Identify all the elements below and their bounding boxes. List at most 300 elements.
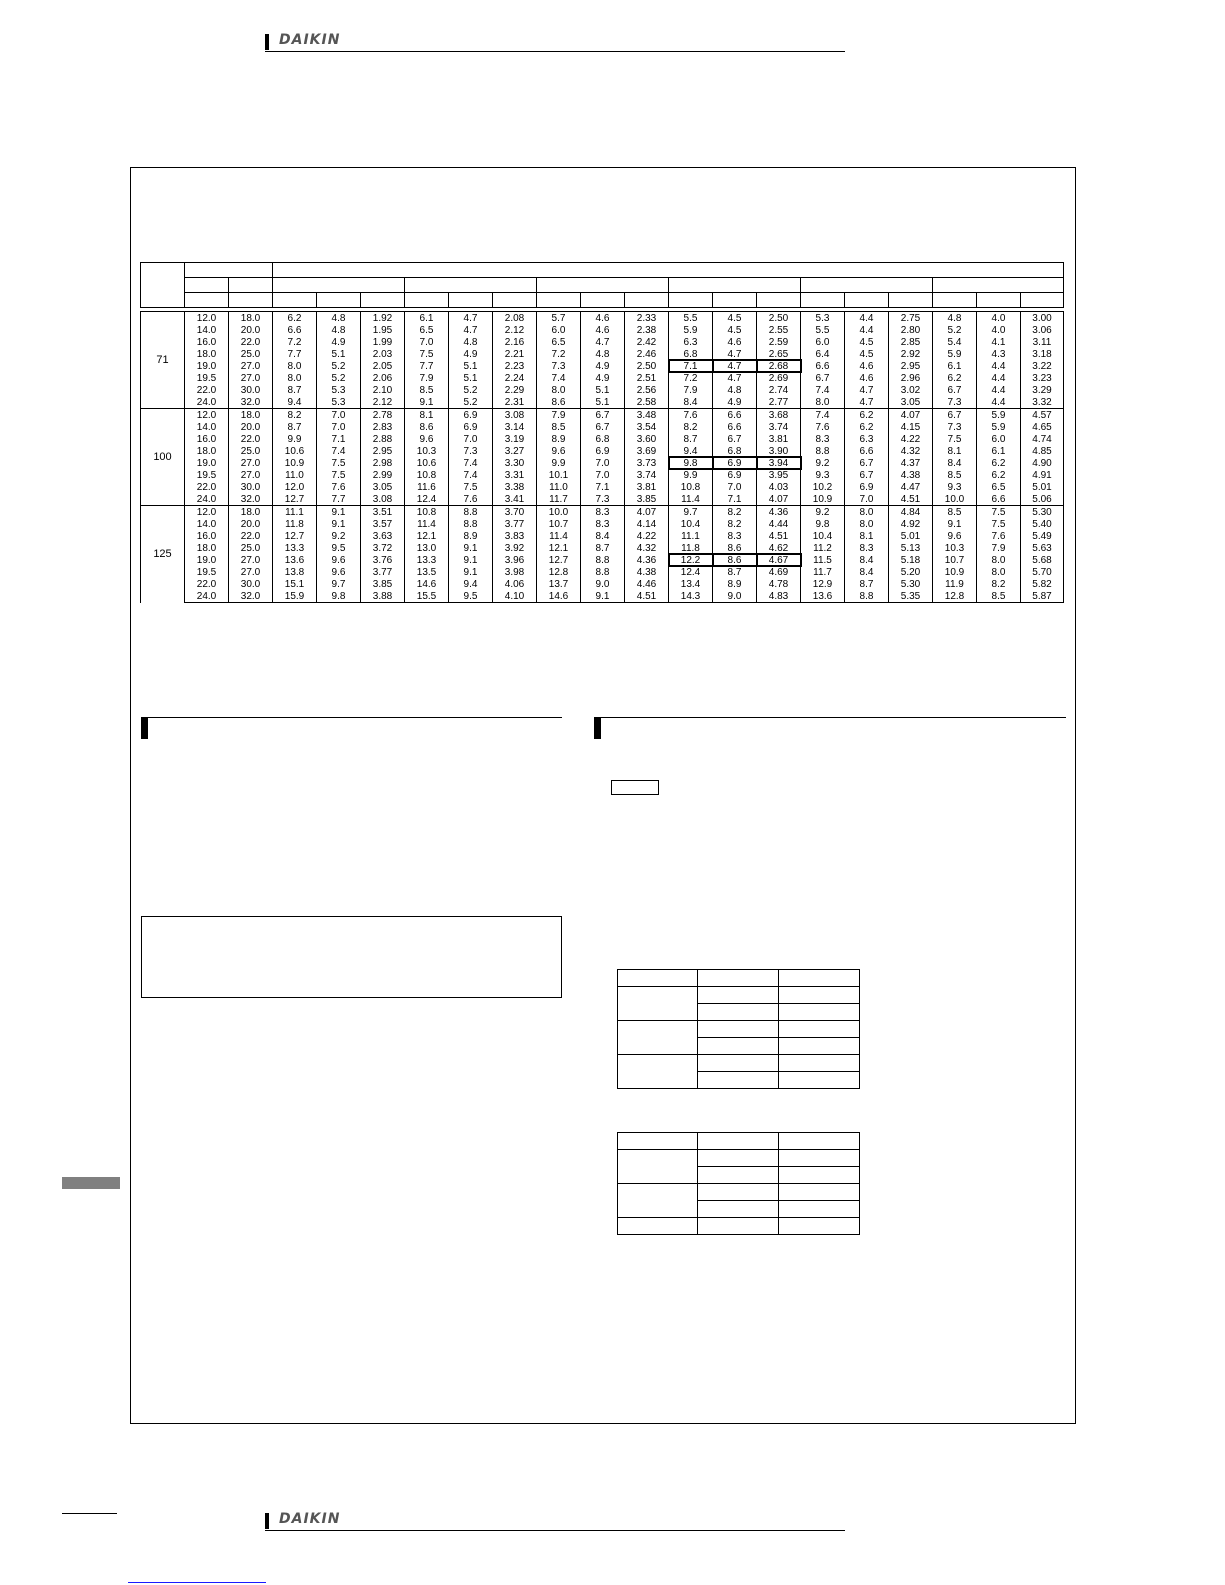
table-cell: 6.2 xyxy=(933,372,977,384)
table-cell xyxy=(618,1184,698,1218)
table-cell: 3.98 xyxy=(493,566,537,578)
table-cell: 5.01 xyxy=(889,530,933,542)
table-cell: 6.5 xyxy=(977,481,1021,493)
table-cell: 13.0 xyxy=(405,542,449,554)
table-cell: 12.0 xyxy=(185,312,229,325)
table-cell: 10.6 xyxy=(405,457,449,469)
table-cell: 2.58 xyxy=(625,396,669,409)
table-cell: 3.54 xyxy=(625,421,669,433)
table-cell xyxy=(779,1201,860,1218)
table-cell: 10.6 xyxy=(273,445,317,457)
table-cell: 8.4 xyxy=(669,396,713,409)
table-cell: 3.90 xyxy=(757,445,801,457)
table-cell: 15.1 xyxy=(273,578,317,590)
table-cell: 4.8 xyxy=(317,312,361,325)
table-cell: 4.3 xyxy=(977,348,1021,360)
table-cell: 8.0 xyxy=(537,384,581,396)
table-cell xyxy=(698,1201,779,1218)
table-row xyxy=(141,566,1064,578)
table-cell: 2.99 xyxy=(361,469,405,481)
table-cell: 3.85 xyxy=(361,578,405,590)
table-cell: 3.48 xyxy=(625,409,669,422)
table-cell: 4.8 xyxy=(933,312,977,325)
table-cell: 2.74 xyxy=(757,384,801,396)
table-cell xyxy=(698,1072,779,1089)
table-cell: 5.5 xyxy=(801,324,845,336)
table-cell: 3.11 xyxy=(1021,336,1064,348)
table-cell: 9.6 xyxy=(317,566,361,578)
table-header-cell xyxy=(537,293,581,308)
table-cell: 12.9 xyxy=(801,578,845,590)
table-cell: 3.38 xyxy=(493,481,537,493)
table-cell: 15.9 xyxy=(273,590,317,603)
table-cell: 8.7 xyxy=(713,566,757,578)
table-cell: 11.4 xyxy=(669,493,713,506)
table-row xyxy=(141,554,1064,566)
capacity-table xyxy=(140,262,1064,603)
table-cell: 20.0 xyxy=(229,421,273,433)
table-cell: 19.0 xyxy=(185,360,229,372)
table-cell: 3.14 xyxy=(493,421,537,433)
table-cell: 2.29 xyxy=(493,384,537,396)
table-cell: 4.8 xyxy=(449,336,493,348)
table-cell: 2.05 xyxy=(361,360,405,372)
table-cell: 10.3 xyxy=(405,445,449,457)
table-cell: 3.85 xyxy=(625,493,669,506)
table-cell: 5.1 xyxy=(317,348,361,360)
table-header-cell xyxy=(845,293,889,308)
table-cell: 4.7 xyxy=(713,360,757,372)
table-cell: 25.0 xyxy=(229,542,273,554)
table-cell: 9.0 xyxy=(581,578,625,590)
table-cell: 3.57 xyxy=(361,518,405,530)
table-cell: 2.75 xyxy=(889,312,933,325)
table-cell: 3.30 xyxy=(493,457,537,469)
table-cell: 4.4 xyxy=(977,384,1021,396)
table-cell: 4.5 xyxy=(713,312,757,325)
table-cell: 2.50 xyxy=(625,360,669,372)
table-cell: 10.9 xyxy=(933,566,977,578)
table-cell: 3.72 xyxy=(361,542,405,554)
table-cell xyxy=(698,1184,779,1201)
table-cell: 4.84 xyxy=(889,506,933,519)
table-cell: 4.4 xyxy=(977,360,1021,372)
table-cell: 13.4 xyxy=(669,578,713,590)
table-cell: 12.8 xyxy=(537,566,581,578)
table-cell: 4.4 xyxy=(977,396,1021,409)
table-cell: 7.1 xyxy=(317,433,361,445)
table-cell: 4.92 xyxy=(889,518,933,530)
table-cell: 7.5 xyxy=(977,506,1021,519)
table-cell: 7.5 xyxy=(933,433,977,445)
table-cell: 13.7 xyxy=(537,578,581,590)
table-cell: 6.8 xyxy=(713,445,757,457)
table-cell: 5.06 xyxy=(1021,493,1064,506)
table-cell: 9.9 xyxy=(537,457,581,469)
table-cell: 2.10 xyxy=(361,384,405,396)
table-cell: 5.7 xyxy=(537,312,581,325)
table-cell: 7.0 xyxy=(317,421,361,433)
table-cell: 3.23 xyxy=(1021,372,1064,384)
table-cell: 7.0 xyxy=(713,481,757,493)
table-row xyxy=(618,1184,860,1201)
table-row xyxy=(141,590,1064,603)
table-cell: 7.5 xyxy=(977,518,1021,530)
table-row xyxy=(141,409,1064,422)
table-cell: 2.33 xyxy=(625,312,669,325)
table-cell: 3.22 xyxy=(1021,360,1064,372)
table-cell: 7.5 xyxy=(317,457,361,469)
table-cell: 19.5 xyxy=(185,566,229,578)
table-cell: 5.35 xyxy=(889,590,933,603)
table-cell: 9.1 xyxy=(405,396,449,409)
table-cell: 12.7 xyxy=(273,530,317,542)
table-header-cell xyxy=(669,293,713,308)
table-cell: 6.7 xyxy=(801,372,845,384)
table-cell: 2.50 xyxy=(757,312,801,325)
table-row xyxy=(618,1133,860,1150)
table-cell: 2.23 xyxy=(493,360,537,372)
table-header-cell xyxy=(273,293,317,308)
table-cell: 4.7 xyxy=(713,348,757,360)
left-section-marker xyxy=(141,717,148,739)
table-cell: 5.13 xyxy=(889,542,933,554)
table-cell: 3.74 xyxy=(757,421,801,433)
left-section-heading xyxy=(141,717,562,739)
table-cell xyxy=(698,1021,779,1038)
table-cell: 16.0 xyxy=(185,336,229,348)
table-cell: 8.9 xyxy=(449,530,493,542)
table-cell: 11.9 xyxy=(933,578,977,590)
table-cell: 9.7 xyxy=(317,578,361,590)
table-cell xyxy=(698,987,779,1004)
table-header-cell xyxy=(185,293,229,308)
table-cell: 5.9 xyxy=(977,421,1021,433)
table-cell: 10.8 xyxy=(669,481,713,493)
table-cell: 5.87 xyxy=(1021,590,1064,603)
table-cell: 9.7 xyxy=(669,506,713,519)
table-cell: 5.3 xyxy=(317,396,361,409)
table-cell: 7.1 xyxy=(581,481,625,493)
table-cell: 30.0 xyxy=(229,578,273,590)
footer-brand-text: DAIKIN xyxy=(279,1511,341,1527)
table-cell: 12.0 xyxy=(273,481,317,493)
table-cell: 7.6 xyxy=(669,409,713,422)
table-cell: 4.22 xyxy=(889,433,933,445)
table-cell: 10.0 xyxy=(537,506,581,519)
table-cell: 2.68 xyxy=(757,360,801,372)
table-cell: 3.02 xyxy=(889,384,933,396)
table-cell: 3.32 xyxy=(1021,396,1064,409)
table-cell: 5.2 xyxy=(317,360,361,372)
table-cell: 7.6 xyxy=(801,421,845,433)
table-cell: 10.7 xyxy=(933,554,977,566)
table-cell: 27.0 xyxy=(229,372,273,384)
table-cell: 7.9 xyxy=(977,542,1021,554)
table-cell: 8.2 xyxy=(713,506,757,519)
table-cell: 4.85 xyxy=(1021,445,1064,457)
table-row xyxy=(141,312,1064,325)
table-cell: 10.3 xyxy=(933,542,977,554)
table-cell: 6.2 xyxy=(273,312,317,325)
table-cell: 13.3 xyxy=(273,542,317,554)
table-cell: 1.92 xyxy=(361,312,405,325)
table-cell: 3.63 xyxy=(361,530,405,542)
table-cell: 6.1 xyxy=(405,312,449,325)
footer-page-rule xyxy=(62,1513,117,1514)
table-header-cell xyxy=(625,293,669,308)
table-cell: 8.5 xyxy=(977,590,1021,603)
table-cell: 25.0 xyxy=(229,445,273,457)
table-cell xyxy=(779,1167,860,1184)
table-cell: 4.10 xyxy=(493,590,537,603)
table-cell: 4.67 xyxy=(757,554,801,566)
table-cell: 3.41 xyxy=(493,493,537,506)
table-cell: 7.9 xyxy=(405,372,449,384)
table-cell: 5.2 xyxy=(317,372,361,384)
table-cell: 22.0 xyxy=(185,578,229,590)
table-cell: 7.6 xyxy=(317,481,361,493)
table-cell: 4.5 xyxy=(713,324,757,336)
table-cell: 2.77 xyxy=(757,396,801,409)
table-header-cell xyxy=(493,293,537,308)
table-cell: 7.1 xyxy=(713,493,757,506)
table-cell: 18.0 xyxy=(185,445,229,457)
right-section-rule xyxy=(594,717,1066,718)
table-cell: 4.7 xyxy=(713,372,757,384)
table-cell: 10.7 xyxy=(537,518,581,530)
table-cell: 8.0 xyxy=(845,506,889,519)
table-cell: 11.8 xyxy=(273,518,317,530)
table-cell: 30.0 xyxy=(229,481,273,493)
table-cell: 6.1 xyxy=(933,360,977,372)
table-cell: 7.3 xyxy=(581,493,625,506)
table-cell: 3.27 xyxy=(493,445,537,457)
table-cell: 4.51 xyxy=(757,530,801,542)
table-cell: 4.4 xyxy=(845,312,889,325)
side-section-tab xyxy=(62,1177,120,1189)
table-cell: 6.9 xyxy=(845,481,889,493)
table-cell xyxy=(779,1004,860,1021)
table-cell xyxy=(698,970,779,987)
table-cell xyxy=(618,1133,698,1150)
table-cell: 8.4 xyxy=(845,566,889,578)
table-cell: 9.1 xyxy=(449,542,493,554)
table-header-cell xyxy=(581,293,625,308)
table-cell: 4.47 xyxy=(889,481,933,493)
table-cell: 5.49 xyxy=(1021,530,1064,542)
table-cell: 5.20 xyxy=(889,566,933,578)
table-cell xyxy=(779,1133,860,1150)
table-cell: 6.0 xyxy=(537,324,581,336)
table-cell: 3.69 xyxy=(625,445,669,457)
table-cell: 4.7 xyxy=(845,384,889,396)
table-cell: 20.0 xyxy=(229,518,273,530)
table-cell: 22.0 xyxy=(185,481,229,493)
table-cell: 8.5 xyxy=(933,469,977,481)
model-size-cell: 100 xyxy=(141,409,185,506)
table-cell: 3.31 xyxy=(493,469,537,481)
table-cell: 2.42 xyxy=(625,336,669,348)
table-cell: 2.59 xyxy=(757,336,801,348)
table-cell: 9.0 xyxy=(713,590,757,603)
header-brand-text: DAIKIN xyxy=(279,32,341,48)
table-cell: 4.6 xyxy=(713,336,757,348)
table-cell: 5.40 xyxy=(1021,518,1064,530)
table-header-row xyxy=(141,278,1064,293)
table-cell: 13.6 xyxy=(801,590,845,603)
table-cell: 10.4 xyxy=(801,530,845,542)
left-note-box xyxy=(141,916,562,998)
table-cell xyxy=(698,1038,779,1055)
table-row xyxy=(141,578,1064,590)
capacity-table-wrap xyxy=(140,262,1064,603)
table-cell: 8.0 xyxy=(845,518,889,530)
table-cell: 14.0 xyxy=(185,421,229,433)
table-cell: 6.7 xyxy=(581,421,625,433)
table-cell: 8.3 xyxy=(581,506,625,519)
table-cell: 4.6 xyxy=(845,360,889,372)
table-cell: 8.6 xyxy=(537,396,581,409)
table-cell: 6.1 xyxy=(977,445,1021,457)
table-cell: 2.08 xyxy=(493,312,537,325)
table-row xyxy=(141,469,1064,481)
table-cell: 12.0 xyxy=(185,506,229,519)
table-cell: 14.0 xyxy=(185,324,229,336)
table-cell: 2.12 xyxy=(493,324,537,336)
table-cell xyxy=(618,1218,698,1235)
table-cell xyxy=(618,1021,698,1055)
table-cell: 9.8 xyxy=(317,590,361,603)
table-cell: 6.4 xyxy=(801,348,845,360)
table-cell: 6.6 xyxy=(713,421,757,433)
table-cell: 2.06 xyxy=(361,372,405,384)
table-row xyxy=(141,518,1064,530)
table-cell: 3.05 xyxy=(889,396,933,409)
table-cell: 6.8 xyxy=(581,433,625,445)
table-cell xyxy=(618,1055,698,1089)
table-cell: 7.7 xyxy=(317,493,361,506)
table-cell: 13.3 xyxy=(405,554,449,566)
table-cell: 12.8 xyxy=(933,590,977,603)
table-cell: 5.70 xyxy=(1021,566,1064,578)
table-cell: 19.5 xyxy=(185,372,229,384)
table-cell: 8.4 xyxy=(581,530,625,542)
model-size-cell: 71 xyxy=(141,312,185,409)
table-cell: 8.3 xyxy=(581,518,625,530)
table-cell: 7.2 xyxy=(273,336,317,348)
table-cell: 3.06 xyxy=(1021,324,1064,336)
table-cell xyxy=(779,970,860,987)
table-cell: 20.0 xyxy=(229,324,273,336)
table-cell: 5.63 xyxy=(1021,542,1064,554)
table-cell: 2.69 xyxy=(757,372,801,384)
table-cell xyxy=(779,1184,860,1201)
table-cell: 8.0 xyxy=(273,360,317,372)
header-logo xyxy=(265,32,845,52)
table-cell xyxy=(698,1004,779,1021)
table-cell: 4.36 xyxy=(757,506,801,519)
table-cell: 7.4 xyxy=(317,445,361,457)
table-header-row xyxy=(141,263,1064,278)
table-cell: 15.5 xyxy=(405,590,449,603)
table-cell: 3.70 xyxy=(493,506,537,519)
table-cell: 4.90 xyxy=(1021,457,1064,469)
table-cell: 6.0 xyxy=(801,336,845,348)
table-cell: 4.22 xyxy=(625,530,669,542)
table-cell: 5.18 xyxy=(889,554,933,566)
table-cell: 9.3 xyxy=(801,469,845,481)
table-header-cell xyxy=(273,263,1064,278)
table-cell: 4.78 xyxy=(757,578,801,590)
table-cell: 4.9 xyxy=(317,336,361,348)
table-cell: 3.29 xyxy=(1021,384,1064,396)
table-cell: 8.2 xyxy=(977,578,1021,590)
table-cell: 3.18 xyxy=(1021,348,1064,360)
table-cell: 2.98 xyxy=(361,457,405,469)
table-cell: 3.08 xyxy=(493,409,537,422)
table-row xyxy=(141,481,1064,493)
table-cell: 24.0 xyxy=(185,590,229,603)
table-cell: 6.9 xyxy=(449,421,493,433)
table-cell: 25.0 xyxy=(229,348,273,360)
table-cell: 3.51 xyxy=(361,506,405,519)
table-cell: 9.1 xyxy=(933,518,977,530)
table-cell xyxy=(618,987,698,1021)
table-row xyxy=(618,987,860,1004)
table-cell: 2.95 xyxy=(361,445,405,457)
table-cell: 4.7 xyxy=(845,396,889,409)
table-cell: 8.7 xyxy=(273,421,317,433)
table-cell: 4.8 xyxy=(581,348,625,360)
table-cell: 7.4 xyxy=(801,384,845,396)
table-cell: 9.2 xyxy=(317,530,361,542)
table-cell: 5.1 xyxy=(581,396,625,409)
table-cell: 6.9 xyxy=(449,409,493,422)
table-row xyxy=(141,348,1064,360)
table-cell: 6.6 xyxy=(801,360,845,372)
table-cell: 12.0 xyxy=(185,409,229,422)
header-logo-bar xyxy=(265,34,269,50)
table-cell: 7.4 xyxy=(801,409,845,422)
table-cell: 2.83 xyxy=(361,421,405,433)
table-cell xyxy=(779,987,860,1004)
table-row xyxy=(141,542,1064,554)
table-cell: 6.7 xyxy=(933,384,977,396)
table-cell: 3.96 xyxy=(493,554,537,566)
table-cell: 11.4 xyxy=(537,530,581,542)
table-cell: 6.9 xyxy=(581,445,625,457)
table-cell: 11.7 xyxy=(537,493,581,506)
table-cell: 5.9 xyxy=(933,348,977,360)
table-cell: 8.7 xyxy=(581,542,625,554)
table-cell: 6.0 xyxy=(977,433,1021,445)
table-cell: 4.91 xyxy=(1021,469,1064,481)
table-cell: 8.8 xyxy=(581,566,625,578)
table-cell: 2.78 xyxy=(361,409,405,422)
table-cell: 5.3 xyxy=(801,312,845,325)
table-cell: 4.38 xyxy=(625,566,669,578)
table-cell: 22.0 xyxy=(229,336,273,348)
table-cell: 8.2 xyxy=(713,518,757,530)
table-header-cell xyxy=(889,293,933,308)
table-cell: 6.3 xyxy=(669,336,713,348)
table-cell: 4.07 xyxy=(757,493,801,506)
table-cell: 3.92 xyxy=(493,542,537,554)
table-cell: 5.9 xyxy=(977,409,1021,422)
table-header-cell xyxy=(229,278,273,293)
table-cell: 8.5 xyxy=(405,384,449,396)
